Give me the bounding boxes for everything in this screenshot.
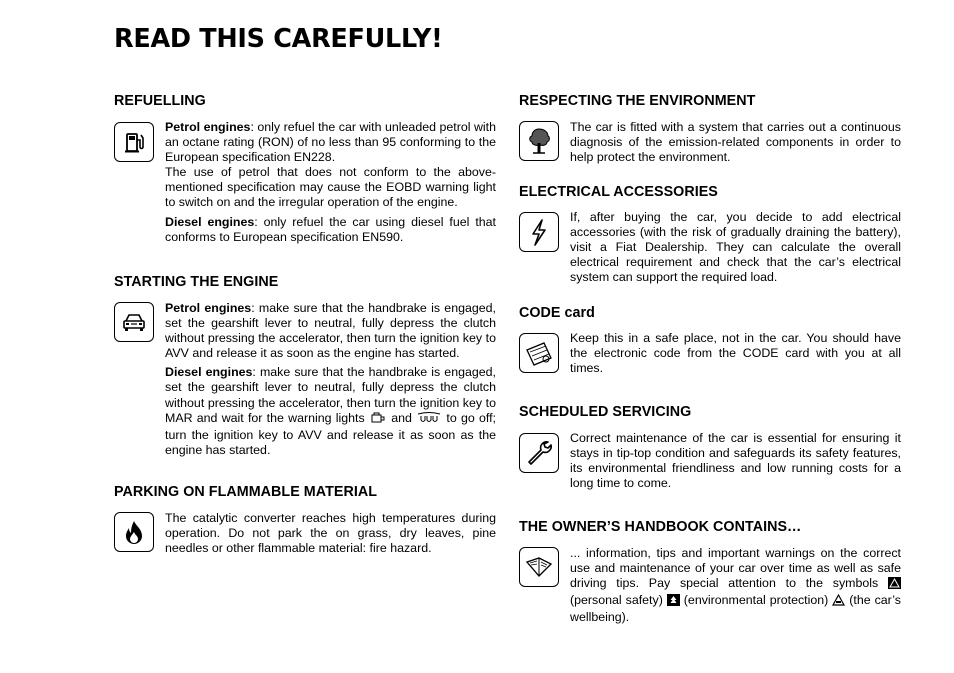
car-front-icon (114, 302, 154, 342)
tree-icon (519, 121, 559, 161)
starting-petrol-text: : make sure that the handbrake is engaged, set the gearshift lever to neutral, fully depress the clutch without pressing the accelerator, then turn the ignition key to AVV and release it as soon as the engine has started. (165, 301, 496, 361)
code-card-icon (519, 333, 559, 373)
starting-diesel-text-2: to go off; turn the ignition key to AVV and release it as soon as the engine has started. (165, 410, 496, 457)
code-heading: CODE card (519, 305, 595, 321)
diesel-text: : only refuel the car using diesel fuel that conforms to European specification EN590. (165, 214, 496, 244)
environment-text: The car is fitted with a system that carries out a continuous diagnosis of the emission-related components in order to help protect the environment. (570, 120, 901, 165)
starting-diesel-and: and (391, 410, 412, 425)
servicing-heading: SCHEDULED SERVICING (519, 404, 692, 420)
handbook-text-2: (personal safety) (570, 593, 663, 608)
starting-diesel-text-1: : make sure that the handbrake is engaged, set the gearshift lever to neutral, fully depress the clutch without pressing the accelerator, then turn the ignition key to MAR and wait for the warning lights (165, 365, 496, 425)
starting-text (165, 301, 496, 458)
car-wellbeing-icon (832, 594, 845, 610)
petrol-label: Petrol engines (165, 120, 251, 134)
fuel-pump-icon (114, 122, 154, 162)
starting-petrol-label: Petrol engines (165, 301, 252, 315)
handbook-text (570, 546, 901, 625)
parking-heading: PARKING ON FLAMMABLE MATERIAL (114, 484, 378, 500)
diesel-label: Diesel engines (165, 214, 255, 229)
electrical-heading: ELECTRICAL ACCESSORIES (519, 184, 718, 200)
flame-icon (114, 512, 154, 552)
petrol-text: : only refuel the car with unleaded petrol with an octane rating (RON) of no less than 95 conforming to the European specification EN228. (165, 120, 496, 165)
wrench-icon (519, 433, 559, 473)
environmental-protection-icon (667, 594, 680, 610)
environment-heading: RESPECTING THE ENVIRONMENT (519, 93, 756, 109)
handbook-text-3: (environmental protection) (683, 593, 829, 608)
starting-diesel-label: Diesel engines (165, 365, 253, 380)
book-icon (519, 547, 559, 587)
handbook-heading: THE OWNER’S HANDBOOK CONTAINS… (519, 519, 802, 535)
lightning-icon (519, 212, 559, 252)
parking-text: The catalytic converter reaches high temperatures during operation. Do not park the on grass, dry leaves, pine needles or other flammable material: fire hazard. (165, 511, 496, 556)
handbook-text-1: ... information, tips and important warnings on the correct use and maintenance of your car over time as well as safe driving tips. Pay special attention to the symbols (570, 546, 901, 591)
personal-safety-icon (888, 577, 901, 593)
code-text: Keep this in a safe place, not in the car. You should have the electronic code from the CODE card with you at all times. (570, 331, 901, 376)
glow-plug-icon (416, 412, 442, 428)
refuelling-text (165, 120, 496, 245)
starting-heading: STARTING THE ENGINE (114, 274, 279, 290)
page-title: READ THIS CAREFULLY! (114, 24, 443, 54)
warning-light-icon (369, 412, 387, 428)
servicing-text: Correct maintenance of the car is essential for ensuring it stays in tip-top condition and safeguards its safety features, its environmental friendliness and low running costs for a long time to come. (570, 431, 901, 491)
handbook-text-4: (the car’s wellbeing). (570, 593, 901, 625)
refuelling-heading: REFUELLING (114, 93, 206, 109)
petrol-warning-text: The use of petrol that does not conform to the above-mentioned specification may cause the EOBD warning light to switch on and the irregular operation of the engine. (165, 165, 496, 210)
electrical-text: If, after buying the car, you decide to add electrical accessories (with the risk of gradually draining the battery), visit a Fiat Dealership. They can calculate the overall electrical requirement and check that the car’s electrical system can support the required load. (570, 210, 901, 285)
